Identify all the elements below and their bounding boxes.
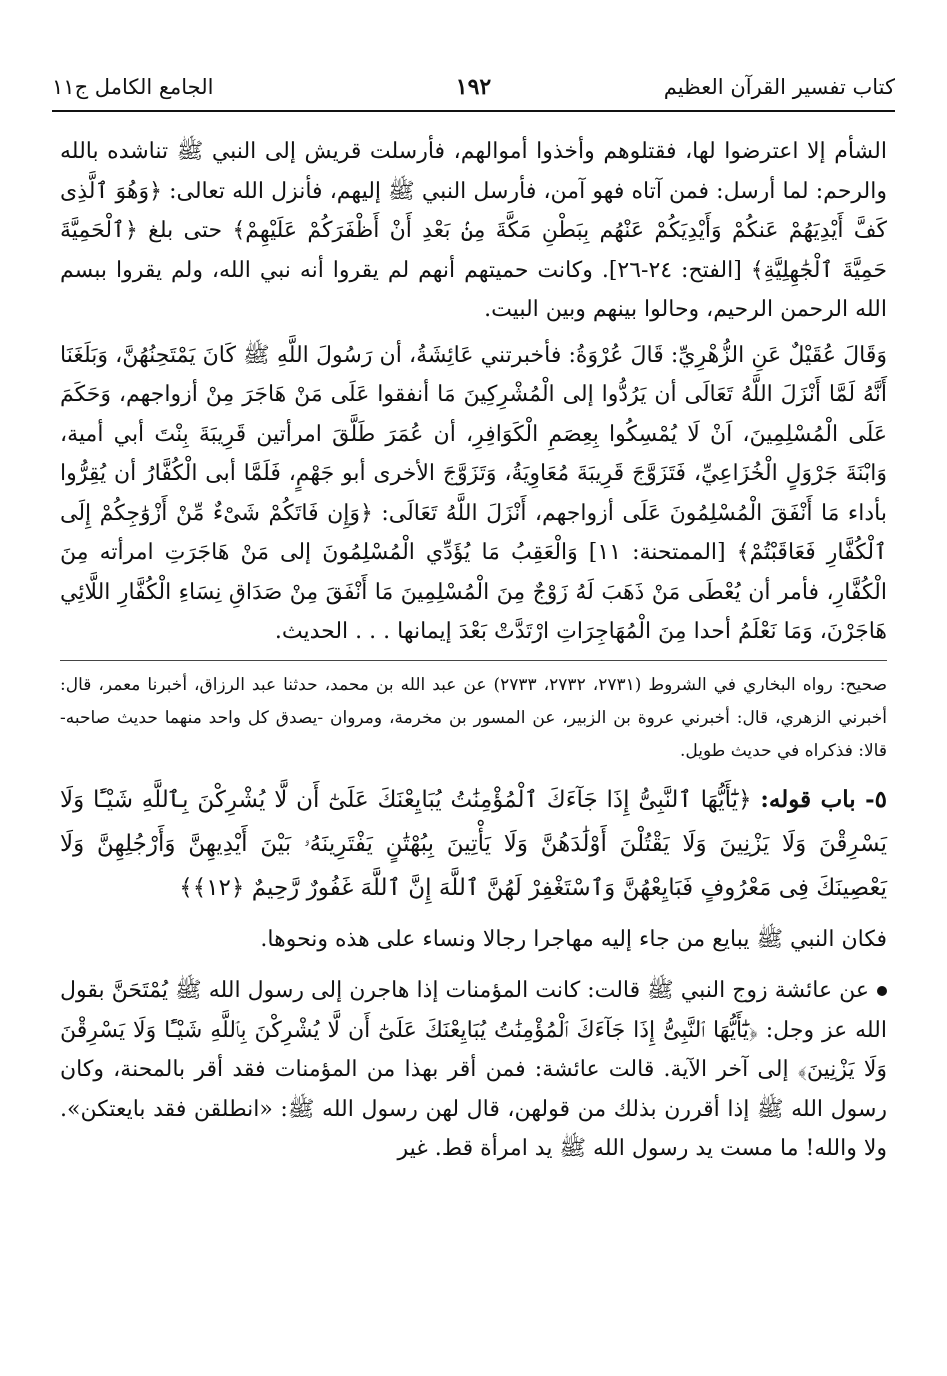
body-text: [60, 132, 887, 1175]
header-rule: [52, 110, 895, 112]
chapter-label: ٥- باب قوله:: [760, 785, 888, 813]
chapter-verse: ﴿يَٰٓأَيُّهَا ٱلنَّبِىُّ إِذَا جَآءَكَ ٱلْمُؤْمِنَٰتُ يُبَايِعْنَكَ عَلَىٰٓ أَن لَّا يُشْرِكْنَ بِٱللَّهِ شَيْـًٔا وَلَا يَسْرِقْنَ وَلَا يَزْنِينَ وَلَا يَقْتُلْنَ أَوْلَٰدَهُنَّ وَلَا يَأْتِينَ بِبُهْتَٰنٍ يَفْتَرِينَهُۥ بَيْنَ أَيْدِيهِنَّ وَأَرْجُلِهِنَّ وَلَا يَعْصِينَكَ فِى مَعْرُوفٍ فَبَايِعْهُنَّ وَٱسْتَغْفِرْ لَهُنَّ ٱللَّهَ إِنَّ ٱللَّهَ غَفُورٌ رَّحِيمٌ ﴿١٢﴾﴾: [60, 786, 887, 901]
hadith-paragraph: [60, 971, 887, 1169]
hadith-text: عن عائشة زوج النبي ﷺ قالت: كانت المؤمنات إذا هاجرن إلى رسول الله ﷺ يُمْتَحَنَّ بقول الله عز وجل: ﴿يَٰٓأَيُّهَا ٱلنَّبِىُّ إِذَا جَآءَكَ ٱلْمُؤْمِنَٰتُ يُبَايِعْنَكَ عَلَىٰٓ أَن لَّا يُشْرِكْنَ بِٱللَّهِ شَيْـًٔا وَلَا يَسْرِقْنَ وَلَا يَزْنِينَ﴾ إلى آخر الآية. قالت عائشة: فمن أقر بهذا من المؤمنات فقد أقر بالمحنة، وكان رسول الله ﷺ إذا أقررن بذلك من قولهن، قال لهن رسول الله ﷺ: «انطلقن فقد بايعتكن». ولا والله! ما مست يد رسول الله ﷺ يد امرأة قط. غير: [60, 978, 887, 1161]
footnote: صحيح: رواه البخاري في الشروط (٢٧٣١، ٢٧٣٢، ٢٧٣٣) عن عبد الله بن محمد، حدثنا عبد الرزاق، أخبرنا معمر، قال: أخبرني الزهري، قال: أخبرني عروة بن الزبير، عن المسور بن مخرمة، ومروان -يصدق كل واحد منهما حديث صاحبه- قالا: فذكراه في حديث طويل.: [60, 674, 888, 761]
page-number: ١٩٢: [455, 74, 492, 100]
book-title: كتاب تفسير القرآن العظيم: [663, 75, 895, 99]
footnote-separator: [60, 660, 887, 661]
page-header: [52, 68, 895, 106]
chapter-sentence: فكان النبي ﷺ يبايع من جاء إليه مهاجرا رجالا ونساء على هذه ونحوها.: [260, 926, 887, 952]
paragraph-1: الشأم إلا اعترضوا لها، فقتلوهم وأخذوا أموالهم، فأرسلت قريش إلى النبي ﷺ تناشده بالله والرحم: لما أرسل: فمن آتاه فهو آمن، فأرسل النبي ﷺ إليهم، فأنزل الله تعالى: ﴿وَهُوَ ٱلَّذِى كَفَّ أَيْدِيَهُمْ عَنكُمْ وَأَيْدِيَكُمْ عَنْهُم بِبَطْنِ مَكَّةَ مِنۢ بَعْدِ أَنْ أَظْفَرَكُمْ عَلَيْهِمْ﴾ حتى بلغ ﴿ٱلْحَمِيَّةَ حَمِيَّةَ ٱلْجَٰهِلِيَّةِ﴾ [الفتح: ٢٤-٢٦]. وكانت حميتهم أنهم لم يقروا أنه نبي الله، ولم يقروا ببسم الله الرحمن الرحيم، وحالوا بينهم وبين البيت.: [60, 139, 887, 322]
chapter-heading: [60, 778, 887, 910]
volume-title: الجامع الكامل ج١١: [52, 75, 214, 99]
bullet-icon: [877, 986, 887, 996]
paragraph-2: وَقَالَ عُقَيْلٌ عَنِ الزُّهْرِيِّ: قَالَ عُرْوَةُ: فأخبرتني عَائِشَةُ، أن رَسُولَ اللَّهِ ﷺ كَانَ يَمْتَحِنُهُنَّ، وَبَلَغَنَا أَنَّهُ لَمَّا أَنْزَلَ اللَّهُ تَعَالَى أن يَرُدُّوا إلى الْمُشْرِكِينَ مَا أنفقوا عَلَى مَنْ هَاجَرَ مِنْ أزواجهم، وَحَكَمَ عَلَى الْمُسْلِمِينَ، اَنْ لَا يُمْسِكُوا بِعِصَمِ الْكَوَافِرِ، أن عُمَرَ طَلَّقَ امرأتين قَرِيبَةَ بِنْتَ أبي أمية، وَابْنَةَ جَرْوَلٍ الْخُزَاعِيِّ، فَتَزَوَّجَ قَرِيبَةَ مُعَاوِيَةُ، وَتَزَوَّجَ الأخرى أبو جَهْمٍ، فَلَمَّا أبى الْكُفَّارُ أن يُقِرُّوا بأداء مَا أَنْفَقَ الْمُسْلِمُونَ عَلَى أزواجهم، أَنْزَلَ اللَّهُ تَعَالَى: ﴿وَإِن فَاتَكُمْ شَىْءٌ مِّنْ أَزْوَٰجِكُمْ إِلَى ٱلْكُفَّارِ فَعَاقَبْتُمْ﴾ [الممتحنة: ١١] وَالْعَقِبُ مَا يُؤَدِّي الْمُسْلِمُونَ إلى مَنْ هَاجَرَتِ امرأته مِنَ الْكُفَّارِ، فأمر أن يُعْطَى مَنْ ذَهَبَ لَهُ زَوْجٌ مِنَ الْمُسْلِمِينَ مَا أَنْفَقَ مِنْ صَدَاقِ نِسَاءِ الْكُفَّارِ اللَّائِي هَاجَرْنَ، وَمَا نَعْلَمُ أحدا مِنَ الْمُهَاجِرَاتِ ارْتَدَّتْ بَعْدَ إيمانها . . . الحديث.: [60, 342, 888, 644]
